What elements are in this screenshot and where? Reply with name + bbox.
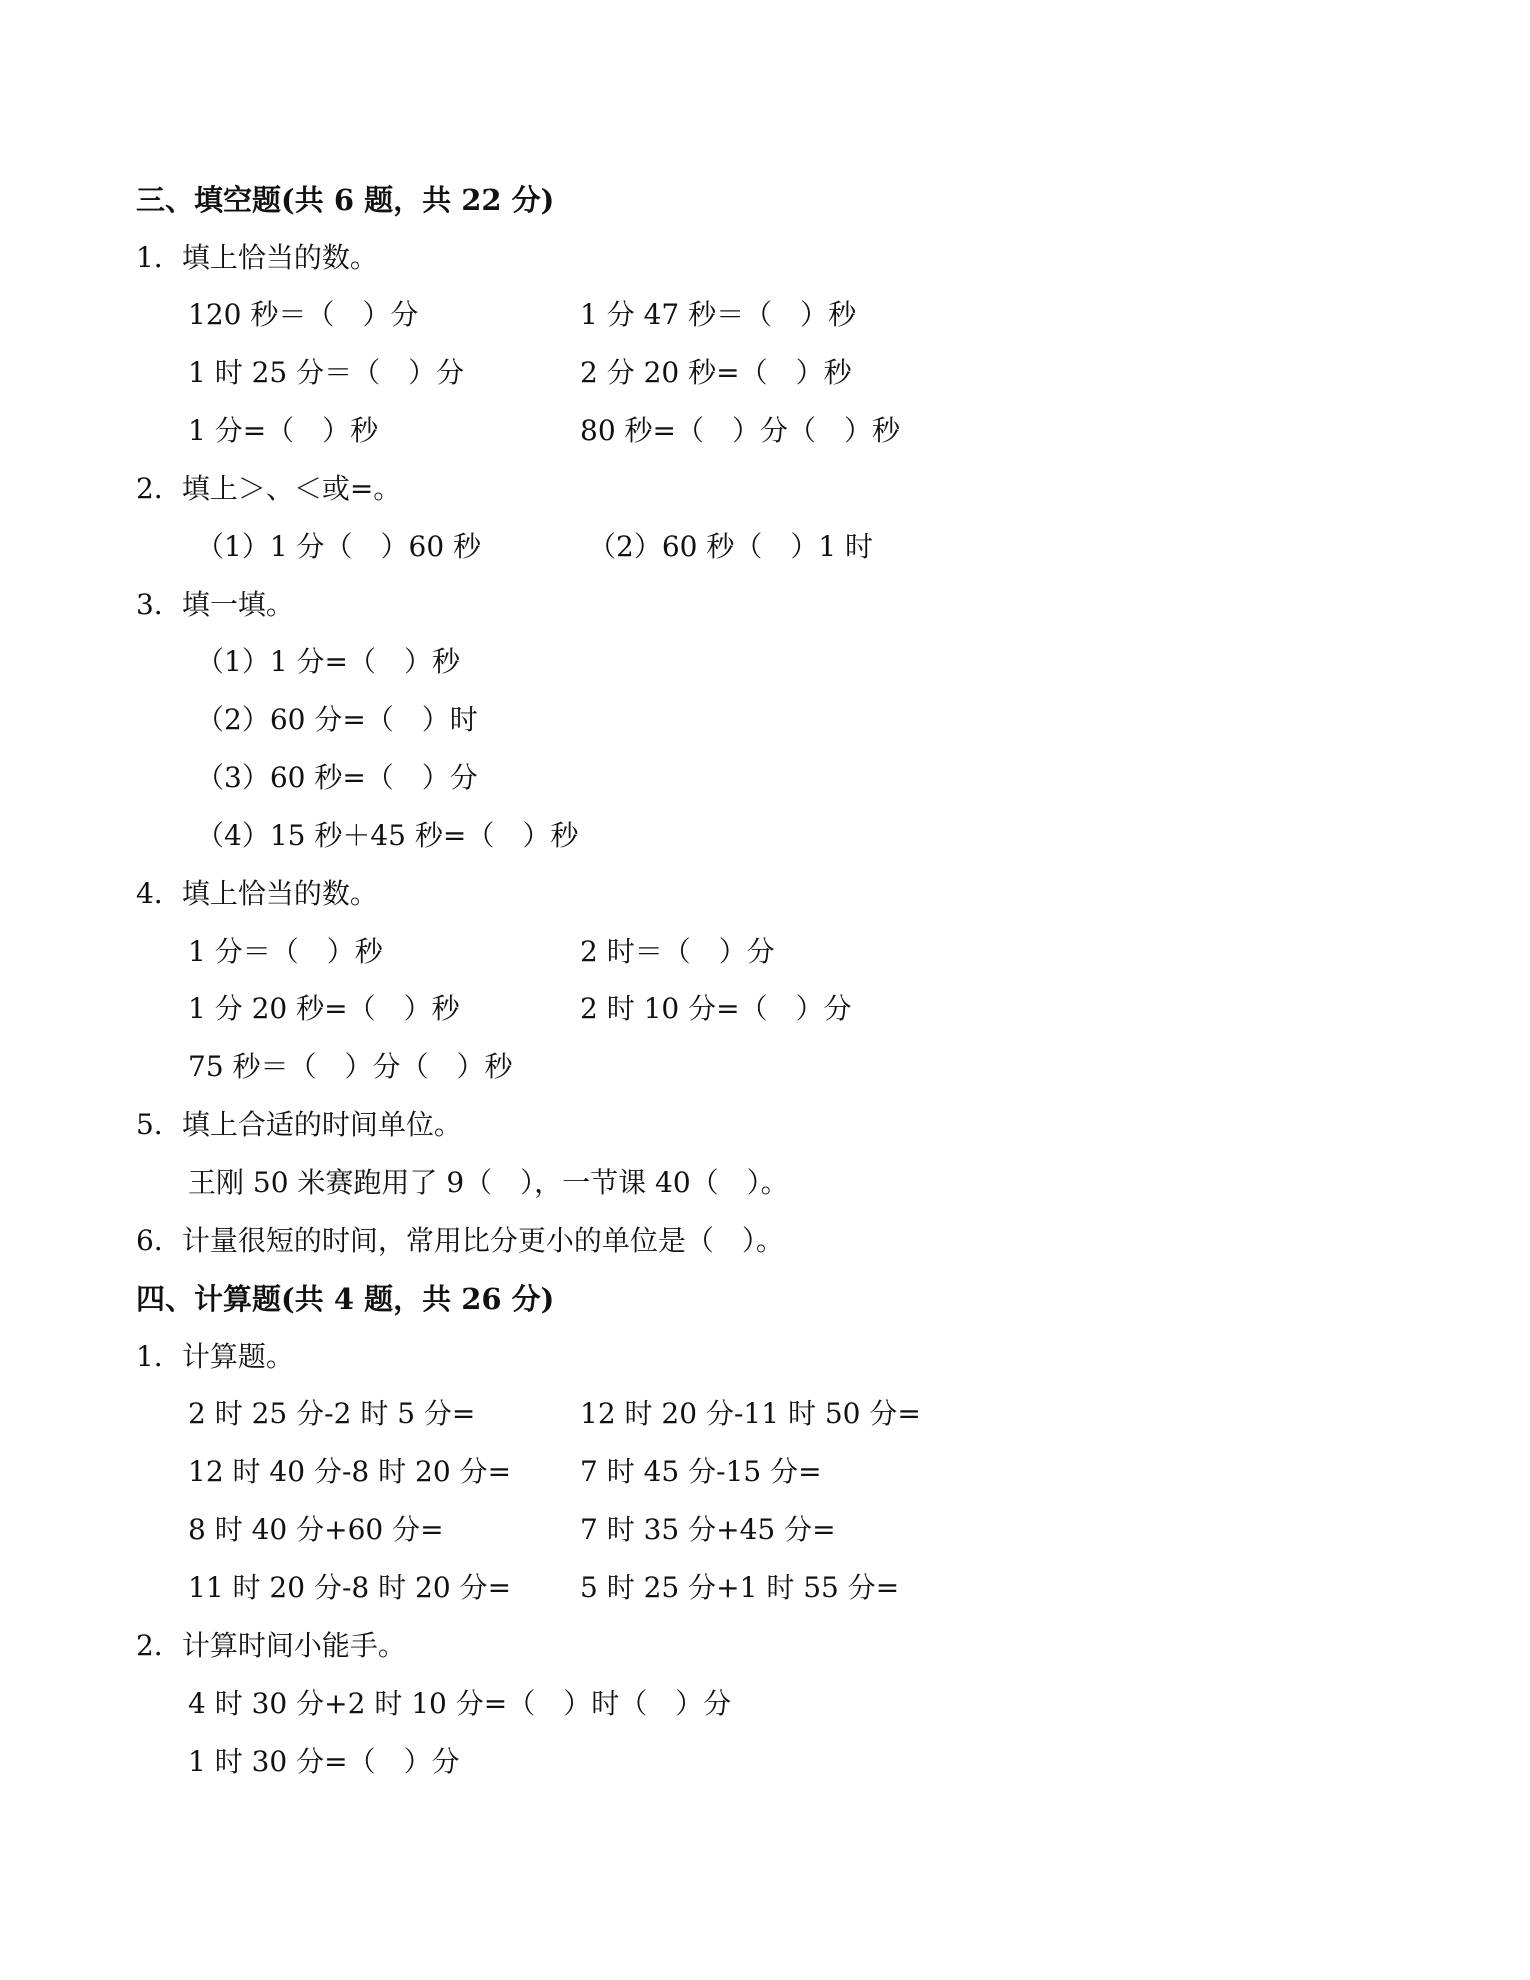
- q3-3-item: （4）15 秒＋45 秒=（ ）秒: [196, 819, 579, 852]
- q4-1-item: 12 时 20 分-11 时 50 分=: [580, 1397, 921, 1430]
- q4-1-item: 8 时 40 分+60 分=: [188, 1513, 444, 1546]
- q3-3-item: （3）60 秒=（ ）分: [196, 761, 478, 794]
- q4-2-title: 2．计算时间小能手。: [136, 1629, 406, 1662]
- q3-4-title: 4．填上恰当的数。: [136, 877, 378, 910]
- q3-5-title: 5．填上合适的时间单位。: [136, 1108, 462, 1141]
- q3-1-item: 80 秒=（ ）分（ ）秒: [580, 414, 900, 447]
- q3-1-item: 120 秒＝（ ）分: [188, 298, 419, 331]
- q3-3-item: （1）1 分=（ ）秒: [196, 645, 460, 678]
- q3-2-item: （2）60 秒（ ）1 时: [588, 530, 874, 563]
- q3-4-item: 2 时 10 分=（ ）分: [580, 992, 852, 1025]
- q3-4-item: 2 时＝（ ）分: [580, 935, 775, 968]
- q3-1-title: 1．填上恰当的数。: [136, 241, 378, 274]
- q3-5-item: 王刚 50 米赛跑用了 9（ ），一节课 40（ ）。: [188, 1166, 789, 1199]
- q4-1-title: 1．计算题。: [136, 1340, 294, 1373]
- q3-4-item: 1 分 20 秒=（ ）秒: [188, 992, 460, 1025]
- q3-1-item: 2 分 20 秒=（ ）秒: [580, 356, 852, 389]
- q3-4-item: 75 秒＝（ ）分（ ）秒: [188, 1050, 513, 1083]
- q3-6-title: 6．计量很短的时间，常用比分更小的单位是（ ）。: [136, 1224, 784, 1257]
- q3-4-item: 1 分＝（ ）秒: [188, 935, 383, 968]
- q4-1-item: 12 时 40 分-8 时 20 分=: [188, 1455, 512, 1488]
- q4-1-item: 11 时 20 分-8 时 20 分=: [188, 1571, 512, 1604]
- q4-1-item: 7 时 35 分+45 分=: [580, 1513, 836, 1546]
- section-3-title: 三、填空题(共 6 题，共 22 分): [136, 183, 555, 217]
- q4-1-item: 5 时 25 分+1 时 55 分=: [580, 1571, 900, 1604]
- q4-1-item: 7 时 45 分-15 分=: [580, 1455, 822, 1488]
- q3-1-item: 1 分 47 秒＝（ ）秒: [580, 298, 857, 331]
- q4-1-item: 2 时 25 分-2 时 5 分=: [188, 1397, 476, 1430]
- q3-1-item: 1 时 25 分＝（ ）分: [188, 356, 465, 389]
- q3-2-item: （1）1 分（ ）60 秒: [196, 530, 482, 563]
- q3-2-title: 2．填上＞、＜或=。: [136, 472, 402, 505]
- q3-3-title: 3．填一填。: [136, 588, 294, 621]
- q4-2-item: 4 时 30 分+2 时 10 分=（ ）时（ ）分: [188, 1687, 732, 1720]
- q3-3-item: （2）60 分=（ ）时: [196, 703, 478, 736]
- q4-2-item: 1 时 30 分=（ ）分: [188, 1745, 460, 1778]
- q3-1-item: 1 分=（ ）秒: [188, 414, 379, 447]
- section-4-title: 四、计算题(共 4 题，共 26 分): [136, 1282, 555, 1316]
